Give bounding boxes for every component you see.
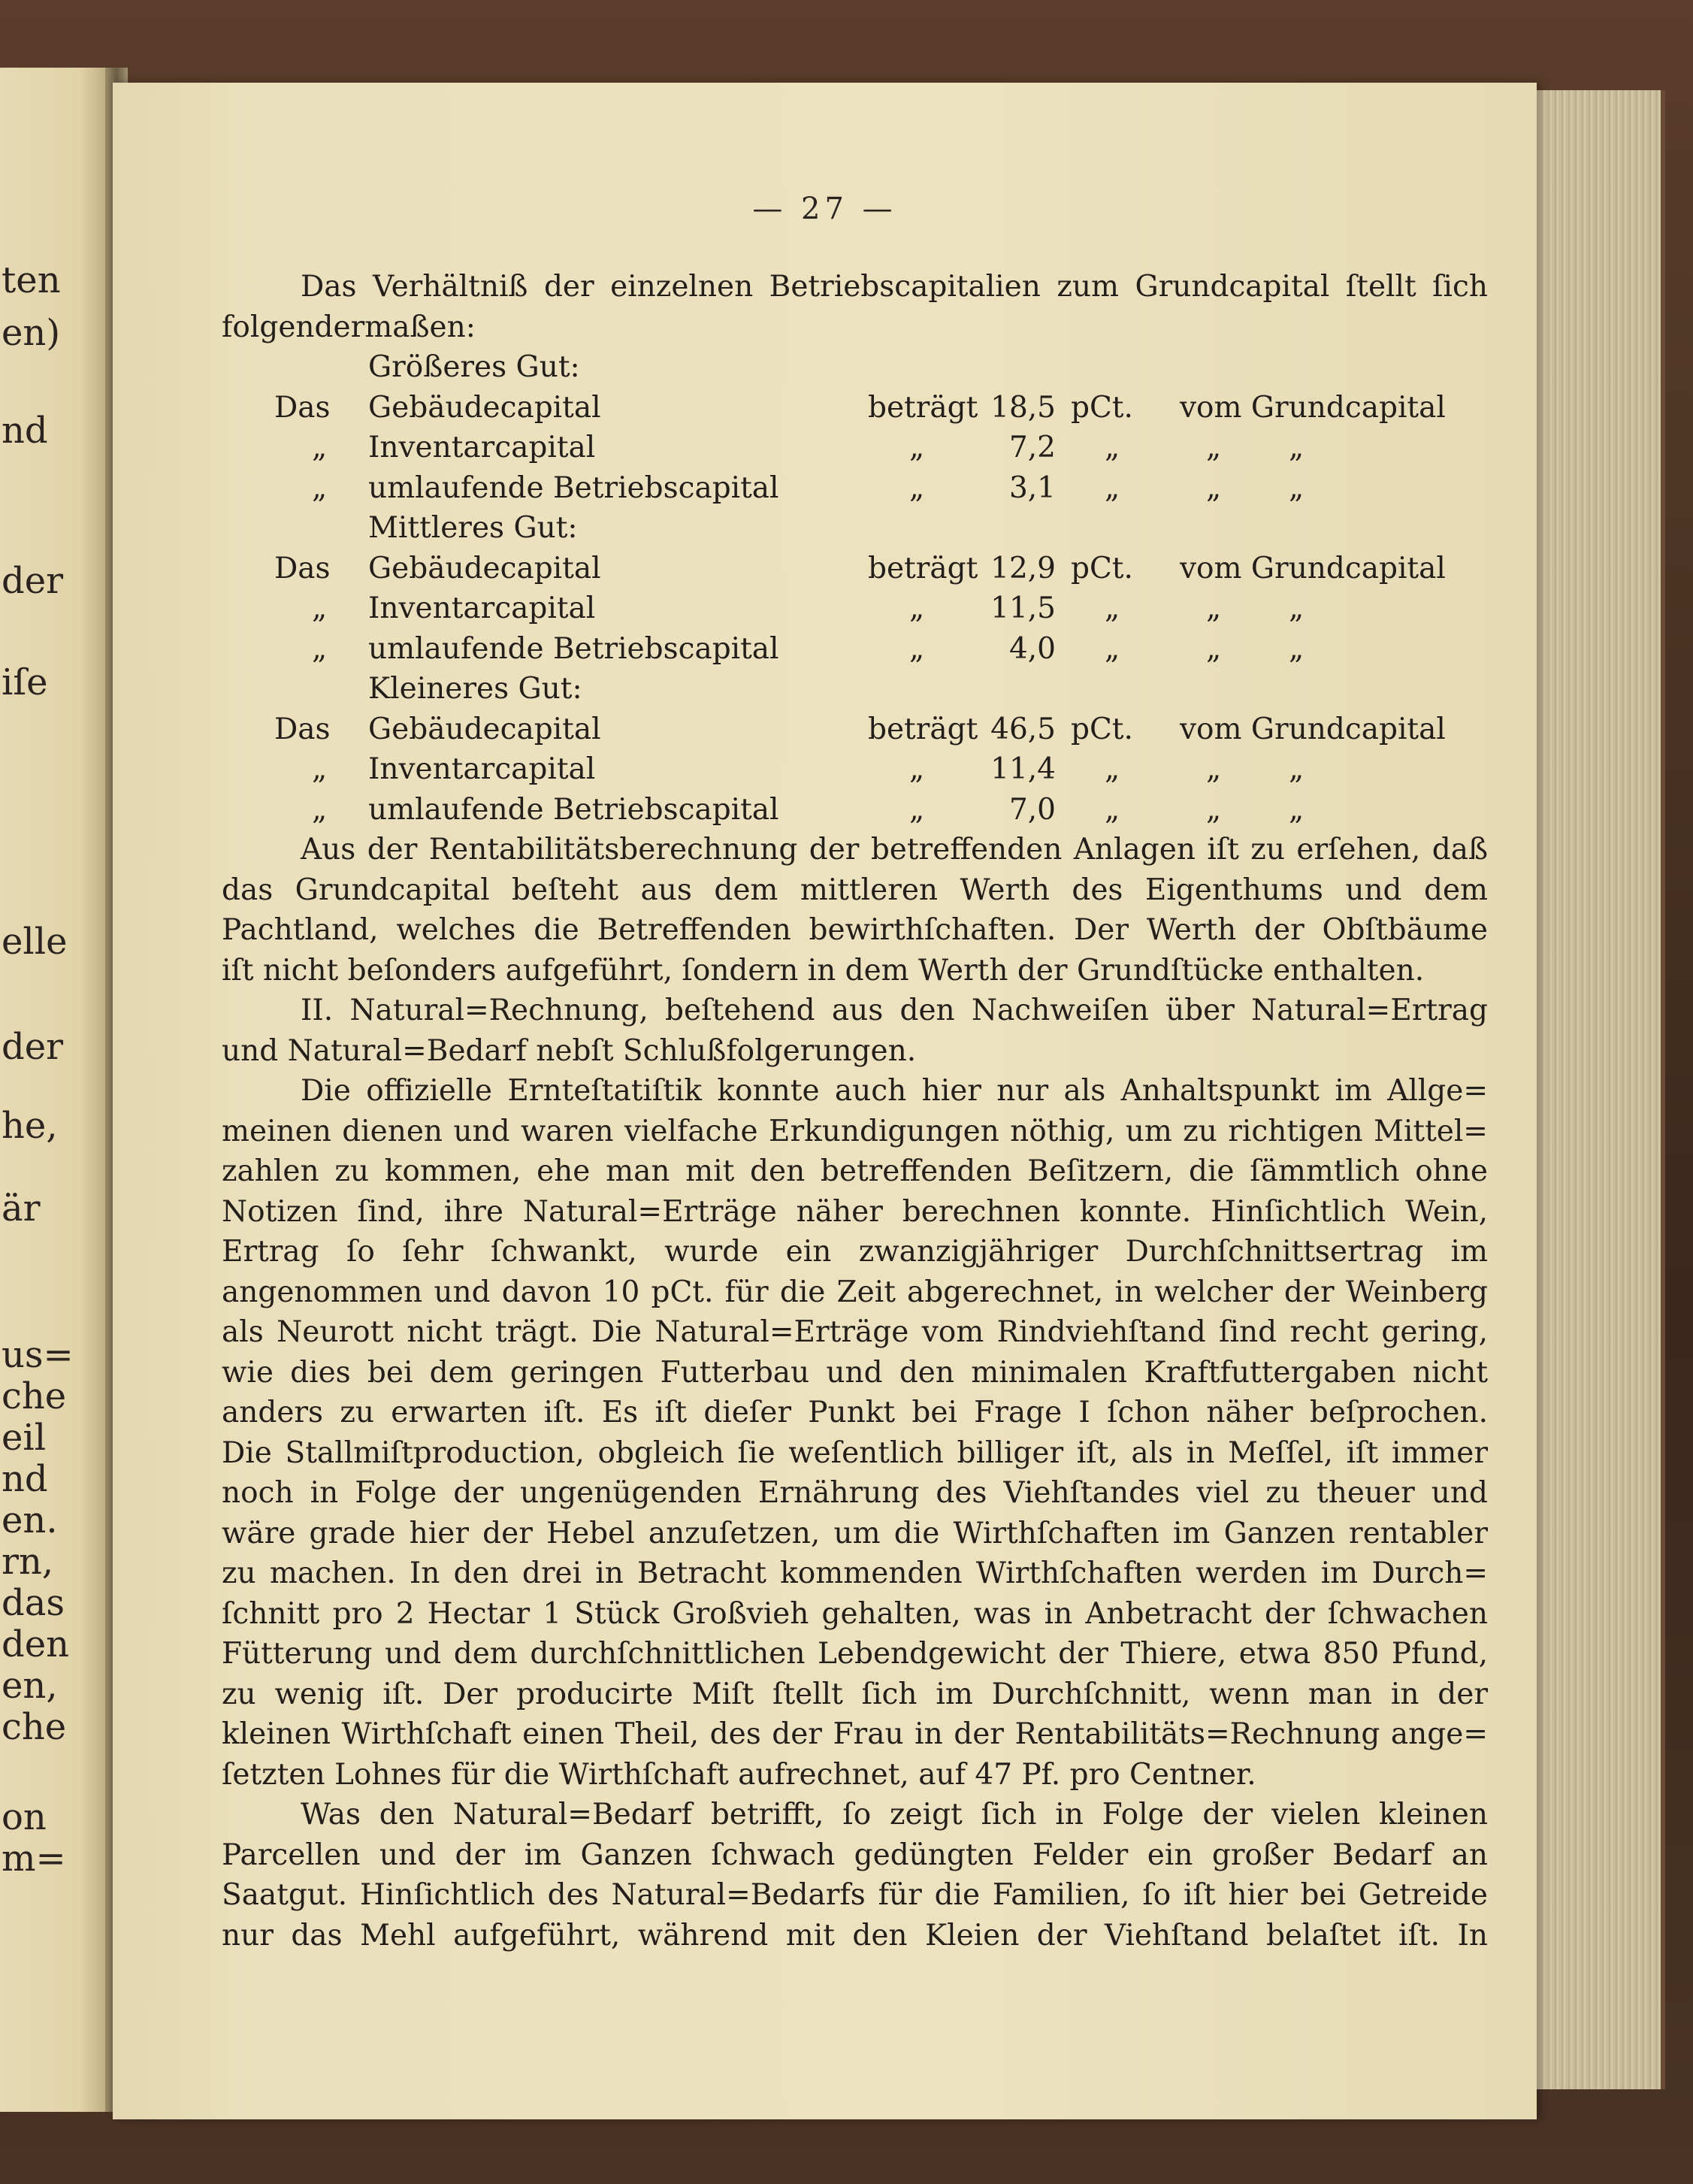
row-value: 12,9 bbox=[990, 551, 1056, 585]
table-row bbox=[222, 790, 1488, 830]
row-value: 18,5 bbox=[990, 390, 1056, 425]
row-verb: „ bbox=[909, 591, 925, 625]
row-unit: pCt. bbox=[1071, 712, 1133, 746]
row-prefix: „ bbox=[312, 792, 328, 827]
left-page-fragment: en, bbox=[2, 1665, 58, 1707]
row-value: 3,1 bbox=[1008, 470, 1056, 505]
left-page-fragment: är bbox=[2, 1187, 41, 1230]
table-row bbox=[222, 468, 1488, 509]
row-verb: „ bbox=[909, 631, 925, 666]
text-line: kleinen Wirthſchaft einen Theil, des der Frau in der Rentabilitäts=Rechnung ange= bbox=[222, 1717, 1488, 1751]
text-line: wie dies bei dem geringen Futterbau und den minimalen Kraftfuttergaben nicht bbox=[222, 1355, 1488, 1390]
left-page-fragment: che bbox=[2, 1375, 67, 1417]
text-line: noch in Folge der ungenügenden Ernährung des Viehſtandes viel zu theuer und bbox=[222, 1476, 1488, 1510]
left-page-fragment: en) bbox=[2, 312, 61, 354]
table-row bbox=[222, 629, 1488, 670]
row-value: 46,5 bbox=[990, 712, 1056, 746]
row-value: 7,0 bbox=[1008, 792, 1056, 827]
text-line: Was den Natural=Bedarf betrifft, ſo zeigt ſich in Folge der vielen kleinen bbox=[301, 1798, 1488, 1832]
text-line: meinen dienen und waren vielfache Erkundigungen nöthig, um zu richtigen Mittel= bbox=[222, 1114, 1488, 1148]
text-line: zu wenig iſt. Der producirte Miſt ſtellt ſich im Durchſchnitt, wenn man in der bbox=[222, 1677, 1488, 1711]
ditto-mark: „ bbox=[1105, 431, 1120, 464]
table-row bbox=[222, 549, 1488, 589]
row-label: Inventarcapital bbox=[368, 431, 596, 464]
row-value: 7,2 bbox=[1008, 431, 1056, 464]
row-prefix: „ bbox=[312, 591, 328, 625]
text-line: ſetzten Lohnes für die Wirthſchaft aufrechnet, auf 47 Pf. pro Centner. bbox=[222, 1757, 1256, 1792]
text-line: angenommen und davon 10 pCt. für die Zeit abgerechnet, in welcher der Weinberg bbox=[222, 1275, 1488, 1309]
row-label: Gebäudecapital bbox=[368, 551, 601, 585]
table-row bbox=[222, 428, 1488, 468]
ditto-mark: „ bbox=[1289, 792, 1305, 827]
left-page-edge bbox=[0, 68, 113, 2112]
text-line: das Grundcapital beſteht aus dem mittleren Werth des Eigenthums und dem bbox=[222, 873, 1488, 907]
row-label: umlaufende Betriebscapital bbox=[368, 792, 779, 827]
text-line: Notizen ſind, ihre Natural=Erträge näher berechnen konnte. Hinſichtlich Wein, bbox=[222, 1194, 1488, 1229]
ditto-mark: „ bbox=[1105, 631, 1120, 666]
ditto-mark: „ bbox=[1105, 591, 1120, 625]
left-page-fragment: us= bbox=[2, 1334, 74, 1376]
paragraph-ernte bbox=[222, 1071, 1488, 1795]
row-prefix: „ bbox=[312, 431, 328, 464]
left-page-fragment: rn, bbox=[2, 1541, 54, 1583]
row-rest: vom Grundcapital bbox=[1180, 551, 1446, 585]
row-verb: „ bbox=[909, 470, 925, 505]
left-page-fragment: en. bbox=[2, 1499, 58, 1541]
ditto-mark: „ bbox=[1105, 470, 1120, 505]
row-prefix: Das bbox=[274, 551, 331, 585]
text-line: Ertrag ſo ſehr ſchwankt, wurde ein zwanzigjähriger Durchſchnittsertrag im bbox=[222, 1235, 1488, 1269]
text-line: Saatgut. Hinſichtlich des Natural=Bedarfs für die Familien, ſo iſt hier bei Getreide bbox=[222, 1878, 1488, 1912]
row-label: Gebäudecapital bbox=[368, 712, 601, 746]
ditto-mark: „ bbox=[1206, 752, 1222, 786]
book-page bbox=[113, 83, 1537, 2119]
text-line: iſt nicht beſonders aufgeführt, ſondern in dem Werth der Grundſtücke enthalten. bbox=[222, 953, 1425, 988]
row-prefix: Das bbox=[274, 712, 331, 746]
text-line: II. Natural=Rechnung, beſtehend aus den Nachweiſen über Natural=Ertrag bbox=[301, 994, 1488, 1027]
group-heading: Mittleres Gut: bbox=[368, 511, 578, 545]
page-text bbox=[222, 267, 1488, 1956]
left-page-fragment: iſe bbox=[2, 661, 48, 703]
left-page-fragment: nd bbox=[2, 410, 48, 452]
row-label: umlaufende Betriebscapital bbox=[368, 631, 779, 666]
left-page-fragment: on bbox=[2, 1796, 47, 1838]
text-line: zahlen zu kommen, ehe man mit den betreffenden Beſitzern, die ſämmtlich ohne bbox=[222, 1154, 1488, 1188]
ditto-mark: „ bbox=[1206, 792, 1222, 827]
row-verb: „ bbox=[909, 792, 925, 827]
ditto-mark: „ bbox=[1206, 431, 1222, 464]
ditto-mark: „ bbox=[1206, 470, 1222, 505]
page-number: — 27 — bbox=[752, 192, 897, 226]
row-prefix: „ bbox=[312, 470, 328, 505]
ditto-mark: „ bbox=[1105, 752, 1120, 786]
ditto-mark: „ bbox=[1206, 591, 1222, 625]
left-page-fragment: den bbox=[2, 1623, 70, 1665]
group-heading: Größeres Gut: bbox=[368, 350, 580, 384]
text-line: ſchnitt pro 2 Hectar 1 Stück Großvieh gehalten, was in Anbetracht der ſchwachen bbox=[222, 1596, 1488, 1631]
group-heading: Kleineres Gut: bbox=[368, 672, 582, 706]
left-page-fragment: ten bbox=[2, 259, 61, 301]
row-unit: pCt. bbox=[1071, 551, 1133, 585]
table-row bbox=[222, 749, 1488, 790]
left-page-fragment: m= bbox=[2, 1838, 66, 1880]
ditto-mark: „ bbox=[1289, 752, 1305, 786]
row-verb: beträgt bbox=[868, 390, 978, 425]
text-line: wäre grade hier der Hebel anzuſetzen, um die Wirthſchaften im Ganzen rentabler bbox=[222, 1516, 1488, 1550]
section-heading bbox=[222, 991, 1488, 1071]
text-line: nur das Mehl aufgeführt, während mit den Kleien der Viehſtand belaſtet iſt. In bbox=[222, 1918, 1488, 1953]
row-prefix: „ bbox=[312, 631, 328, 666]
paragraph-rentabilitaet bbox=[222, 830, 1488, 991]
ditto-mark: „ bbox=[1105, 792, 1120, 827]
row-verb: „ bbox=[909, 752, 925, 786]
intro-line: folgendermaßen: bbox=[222, 310, 476, 344]
text-line: Pachtland, welches die Betreffenden bewirthſchaften. Der Werth der Obſtbäume bbox=[222, 913, 1488, 947]
intro-line: Das Verhältniß der einzelnen Betriebscapitalien zum Grundcapital ſtellt ſich bbox=[301, 270, 1488, 304]
text-line: zu machen. In den drei in Betracht kommenden Wirthſchaften werden im Durch= bbox=[222, 1556, 1488, 1590]
text-line: Fütterung und dem durchſchnittlichen Lebendgewicht der Thiere, etwa 850 Pfund, bbox=[222, 1637, 1488, 1671]
left-page-fragment: der bbox=[2, 560, 64, 602]
text-line: Die offizielle Ernteſtatiſtik konnte auch hier nur als Anhaltspunkt im Allge= bbox=[301, 1074, 1488, 1108]
table-row bbox=[222, 388, 1488, 428]
table-row bbox=[222, 709, 1488, 750]
row-label: Inventarcapital bbox=[368, 591, 596, 625]
left-page-fragment: eil bbox=[2, 1417, 47, 1459]
group-heading-row bbox=[222, 347, 1488, 388]
row-value: 11,5 bbox=[990, 591, 1056, 625]
row-value: 11,4 bbox=[990, 752, 1056, 786]
left-page-fragment: nd bbox=[2, 1458, 48, 1500]
row-label: umlaufende Betriebscapital bbox=[368, 470, 779, 505]
capital-table bbox=[222, 347, 1488, 830]
row-verb: beträgt bbox=[868, 712, 978, 746]
paragraph-bedarf bbox=[222, 1795, 1488, 1956]
row-rest: vom Grundcapital bbox=[1180, 712, 1446, 746]
row-label: Gebäudecapital bbox=[368, 390, 601, 425]
ditto-mark: „ bbox=[1206, 631, 1222, 666]
row-value: 4,0 bbox=[1008, 631, 1056, 666]
ditto-mark: „ bbox=[1289, 431, 1305, 464]
text-line: und Natural=Bedarf nebſt Schlußfolgerungen. bbox=[222, 1033, 917, 1068]
left-page-fragment: das bbox=[2, 1582, 65, 1624]
row-prefix: Das bbox=[274, 390, 331, 425]
group-heading-row bbox=[222, 669, 1488, 709]
row-unit: pCt. bbox=[1071, 390, 1133, 425]
ditto-mark: „ bbox=[1289, 470, 1305, 505]
group-heading-row bbox=[222, 508, 1488, 549]
text-line: Aus der Rentabilitätsberechnung der betreffenden Anlagen iſt zu erſehen, daß bbox=[301, 833, 1488, 867]
row-label: Inventarcapital bbox=[368, 752, 596, 786]
text-line: Parcellen und der im Ganzen ſchwach gedüngten Felder ein großer Bedarf an bbox=[222, 1838, 1488, 1872]
left-page-fragment: elle bbox=[2, 921, 68, 963]
table-row bbox=[222, 588, 1488, 629]
row-prefix: „ bbox=[312, 752, 328, 786]
left-page-fragment: der bbox=[2, 1026, 64, 1068]
row-verb: „ bbox=[909, 431, 925, 464]
page-edges bbox=[1533, 90, 1665, 2089]
left-page-fragment: che bbox=[2, 1706, 67, 1748]
row-rest: vom Grundcapital bbox=[1180, 390, 1446, 425]
text-line: anders zu erwarten iſt. Es iſt dieſer Punkt bei Frage I ſchon näher beſprochen. bbox=[222, 1396, 1488, 1429]
row-verb: beträgt bbox=[868, 551, 978, 585]
left-page-fragment: he, bbox=[2, 1105, 58, 1147]
text-line: Die Stallmiſtproduction, obgleich ſie weſentlich billiger iſt, als in Meſſel, iſt immer bbox=[222, 1435, 1488, 1470]
ditto-mark: „ bbox=[1289, 591, 1305, 625]
ditto-mark: „ bbox=[1289, 631, 1305, 666]
text-line: als Neurott nicht trägt. Die Natural=Erträge vom Rindviehſtand ſind recht gering, bbox=[222, 1315, 1488, 1349]
